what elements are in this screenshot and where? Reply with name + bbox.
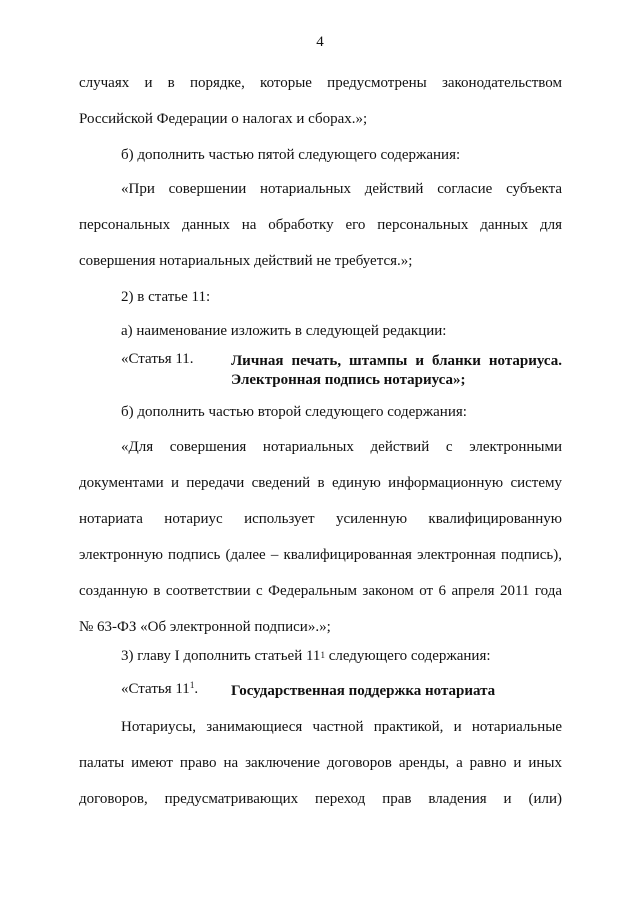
paragraph-line: электронную подпись (далее – квалифицированная электронная подпись), (79, 547, 562, 563)
paragraph-line: Нотариусы, занимающиеся частной практикой, и нотариальные (121, 719, 562, 735)
paragraph-line: 2) в статье 11: (121, 289, 211, 305)
article-label: «Статья 11. (121, 351, 194, 367)
paragraph-3 (79, 171, 562, 279)
paragraph-9 (79, 709, 562, 817)
paragraph-line: договоров, предусматривающих переход прав владения и (или) (79, 791, 562, 807)
superscript: 1 (189, 680, 195, 690)
paragraph-line: № 63-ФЗ «Об электронной подписи».»; (79, 619, 331, 635)
article-11-heading (121, 352, 562, 392)
article-title-line: Электронная подпись нотариуса»; (231, 372, 466, 388)
paragraph-line: Российской Федерации о налогах и сборах.»; (79, 111, 368, 127)
superscript: 1 (320, 650, 325, 660)
paragraph-line (79, 638, 562, 674)
article-title-line: Личная печать, штампы и бланки нотариуса. (231, 353, 562, 369)
article-title (231, 352, 562, 390)
paragraph-8 (79, 638, 562, 674)
paragraph-line: а) наименование изложить в следующей редакции: (121, 323, 447, 339)
article-11-1-heading (121, 682, 562, 702)
paragraph-line: документами и передачи сведений в единую информационную систему (79, 475, 562, 491)
paragraph-line: «При совершении нотариальных действий согласие субъекта (121, 181, 562, 197)
article-title-line: Государственная поддержка нотариата (231, 683, 496, 699)
paragraph-7 (79, 429, 562, 645)
paragraph-line: персональных данных на обработку его персональных данных для (79, 217, 562, 233)
paragraph-2 (79, 137, 562, 173)
paragraph-line: нотариата нотариус использует усиленную квалифицированную (79, 511, 562, 527)
page-number: 4 (316, 34, 324, 50)
paragraph-line: б) дополнить частью пятой следующего содержания: (121, 147, 461, 163)
article-label-text: . (194, 681, 199, 697)
paragraph-text: 3) главу I дополнить статьей 11 (121, 648, 321, 664)
article-label (121, 682, 198, 697)
paragraph-line: б) дополнить частью второй следующего содержания: (121, 404, 467, 420)
paragraph-line: случаях и в порядке, которые предусмотрены законодательством (79, 75, 562, 91)
paragraph-1 (79, 65, 562, 137)
paragraph-text: следующего содержания: (324, 648, 491, 664)
paragraph-6 (79, 394, 562, 430)
article-title (231, 682, 562, 701)
paragraph-line: созданную в соответствии с Федеральным законом от 6 апреля 2011 года (79, 583, 562, 599)
paragraph-line: палаты имеют право на заключение договоров аренды, а равно и иных (79, 755, 562, 771)
paragraph-5 (79, 313, 562, 349)
paragraph-4 (79, 279, 562, 315)
article-label-text: «Статья 11 (121, 681, 190, 697)
paragraph-line: «Для совершения нотариальных действий с электронными (121, 439, 562, 455)
paragraph-line: совершения нотариальных действий не требуется.»; (79, 253, 413, 269)
